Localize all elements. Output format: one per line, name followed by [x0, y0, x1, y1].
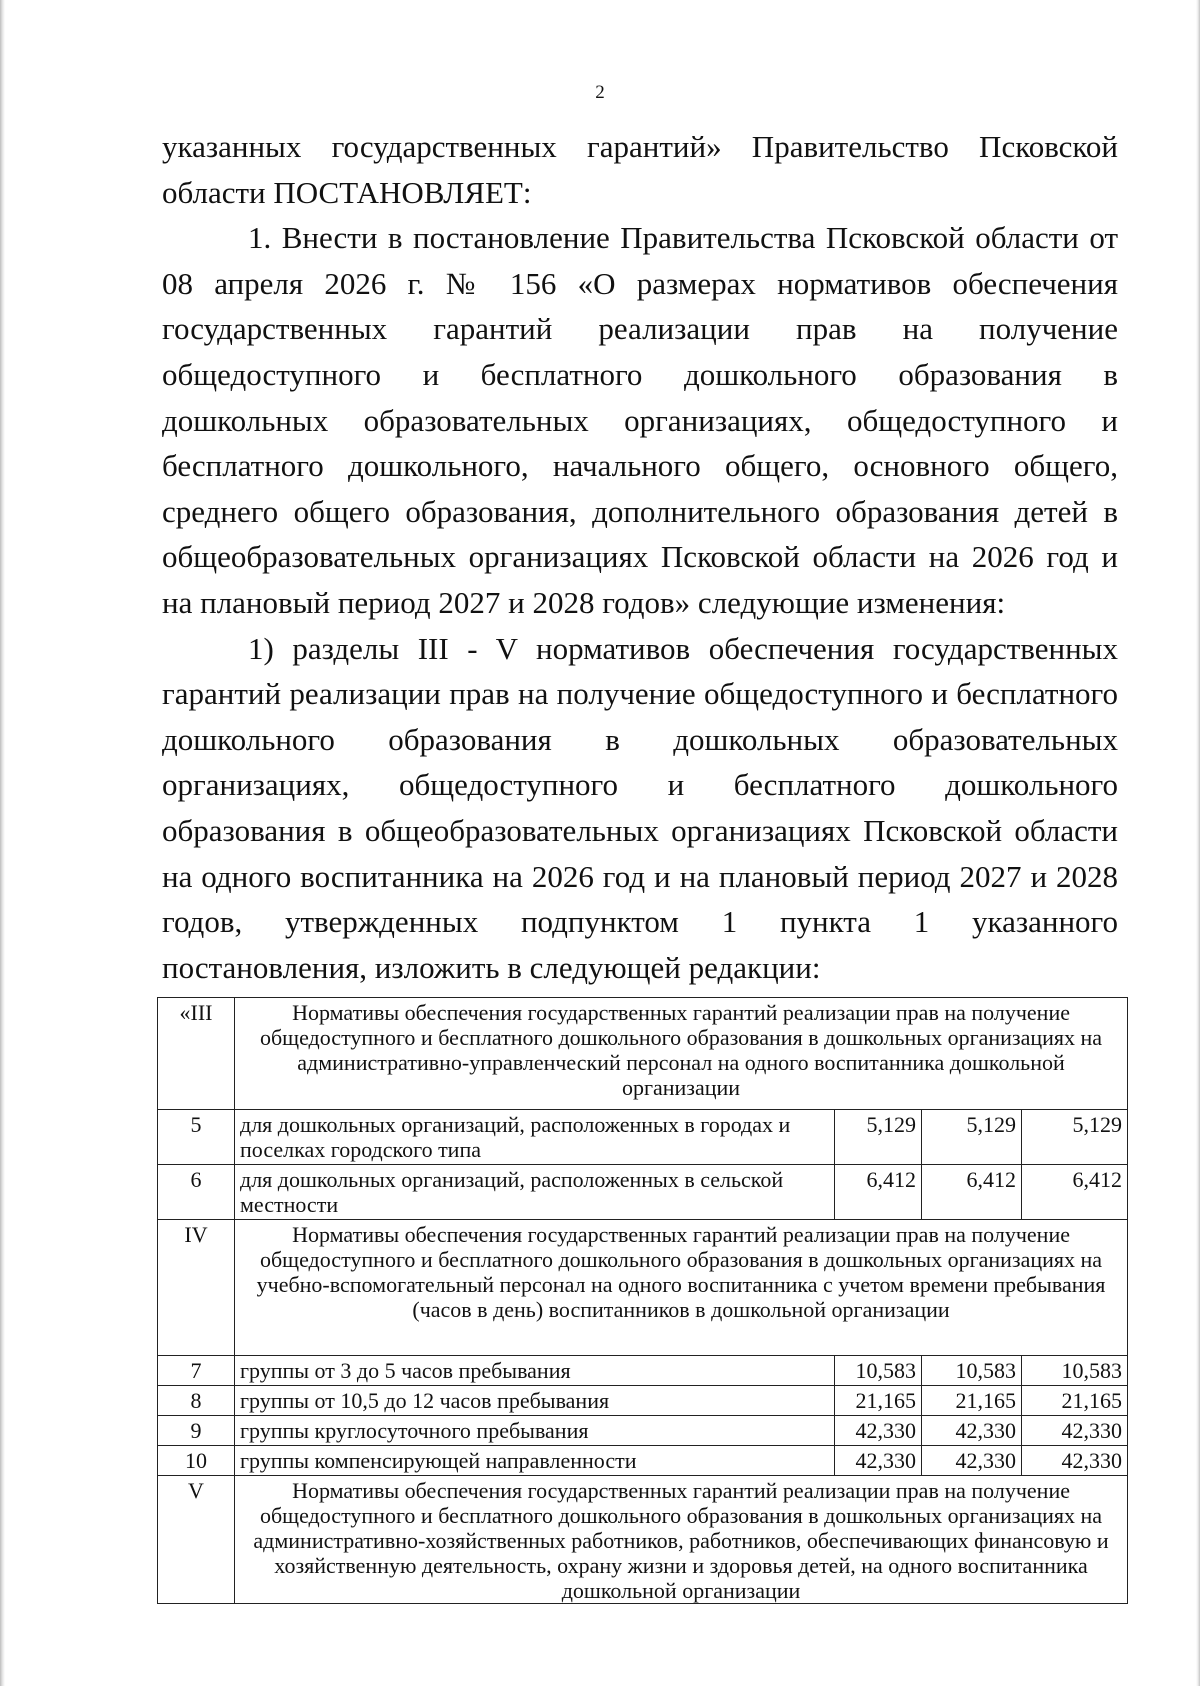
body-text — [162, 124, 1118, 990]
value-2028: 6,412 — [1022, 1165, 1128, 1220]
table-row — [158, 1356, 1128, 1386]
row-label: группы компенсирующей направленности — [235, 1446, 835, 1476]
row-number: 6 — [158, 1165, 235, 1220]
section-heading: Нормативы обеспечения государственных гарантий реализации прав на получение общедоступного и бесплатного дошкольного образования в дошкольных организациях на административно-управленческий персонал на одного воспитанника дошкольной организации — [235, 998, 1128, 1110]
section-number: «III — [158, 998, 235, 1110]
table-row — [158, 1110, 1128, 1165]
page-number: 2 — [595, 82, 605, 103]
value-2027: 6,412 — [922, 1165, 1022, 1220]
section-header-row — [158, 1220, 1128, 1356]
section-heading: Нормативы обеспечения государственных гарантий реализации прав на получение общедоступного и бесплатного дошкольного образования в дошкольных организациях на административно-хозяйственных работников, работников, обеспечивающих финансовую и хозяйственную деятельность, охрану жизни и здоровья детей, на одного воспитанника дошкольной организации — [235, 1476, 1128, 1604]
row-number: 10 — [158, 1446, 235, 1476]
scan-edge-right — [1196, 0, 1200, 1686]
row-number: 9 — [158, 1416, 235, 1446]
row-number: 5 — [158, 1110, 235, 1165]
value-2026: 42,330 — [835, 1446, 922, 1476]
value-2028: 10,583 — [1022, 1356, 1128, 1386]
section-heading: Нормативы обеспечения государственных гарантий реализации прав на получение общедоступного и бесплатного дошкольного образования в дошкольных организациях на учебно-вспомогательный персонал на одного воспитанника с учетом времени пребывания (часов в день) воспитанников в дошкольной организации — [235, 1220, 1128, 1356]
value-2027: 21,165 — [922, 1386, 1022, 1416]
value-2026: 10,583 — [835, 1356, 922, 1386]
paragraph-intro: указанных государственных гарантий» Правительство Псковской области ПОСТАНОВЛЯЕТ: — [162, 129, 1118, 210]
section-header-row — [158, 1476, 1128, 1604]
value-2027: 5,129 — [922, 1110, 1022, 1165]
row-number: 7 — [158, 1356, 235, 1386]
table-row — [158, 1446, 1128, 1476]
row-label: для дошкольных организаций, расположенных в сельской местности — [235, 1165, 835, 1220]
value-2026: 6,412 — [835, 1165, 922, 1220]
value-2028: 21,165 — [1022, 1386, 1128, 1416]
table-row — [158, 1386, 1128, 1416]
row-label: группы от 10,5 до 12 часов пребывания — [235, 1386, 835, 1416]
paragraph-subitem-1: 1) разделы III - V нормативов обеспечения государственных гарантий реализации прав на получение общедоступного и бесплатного дошкольного образования в дошкольных образовательных организациях, общедоступного и бесплатного дошкольного образования в общеобразовательных организациях Псковской области на одного воспитанника на 2026 год и на плановый период 2027 и 2028 годов, утвержденных подпунктом 1 пункта 1 указанного постановления, изложить в следующей редакции: — [162, 630, 1118, 985]
paragraph-item-1: 1. Внести в постановление Правительства Псковской области от 08 апреля 2026 г. № 156 «О размерах нормативов обеспечения государственных гарантий реализации прав на получение общедоступного и бесплатного дошкольного образования в дошкольных образовательных организациях, общедоступного и бесплатного дошкольного, начального общего, основного общего, среднего общего образования, дополнительного образования детей в общеобразовательных организациях Псковской области на 2026 год и на плановый период 2027 и 2028 годов» следующие изменения: — [162, 220, 1118, 620]
row-number: 8 — [158, 1386, 235, 1416]
value-2028: 42,330 — [1022, 1446, 1128, 1476]
section-number: V — [158, 1476, 235, 1604]
value-2026: 5,129 — [835, 1110, 922, 1165]
scan-edge-left — [0, 0, 5, 1686]
table-row — [158, 1416, 1128, 1446]
value-2027: 10,583 — [922, 1356, 1022, 1386]
row-label: группы от 3 до 5 часов пребывания — [235, 1356, 835, 1386]
value-2027: 42,330 — [922, 1446, 1022, 1476]
norms-table — [157, 997, 1128, 1604]
table-row — [158, 1165, 1128, 1220]
value-2028: 42,330 — [1022, 1416, 1128, 1446]
section-header-row — [158, 998, 1128, 1110]
value-2026: 21,165 — [835, 1386, 922, 1416]
value-2028: 5,129 — [1022, 1110, 1128, 1165]
value-2026: 42,330 — [835, 1416, 922, 1446]
value-2027: 42,330 — [922, 1416, 1022, 1446]
row-label: для дошкольных организаций, расположенных в городах и поселках городского типа — [235, 1110, 835, 1165]
row-label: группы круглосуточного пребывания — [235, 1416, 835, 1446]
section-number: IV — [158, 1220, 235, 1356]
